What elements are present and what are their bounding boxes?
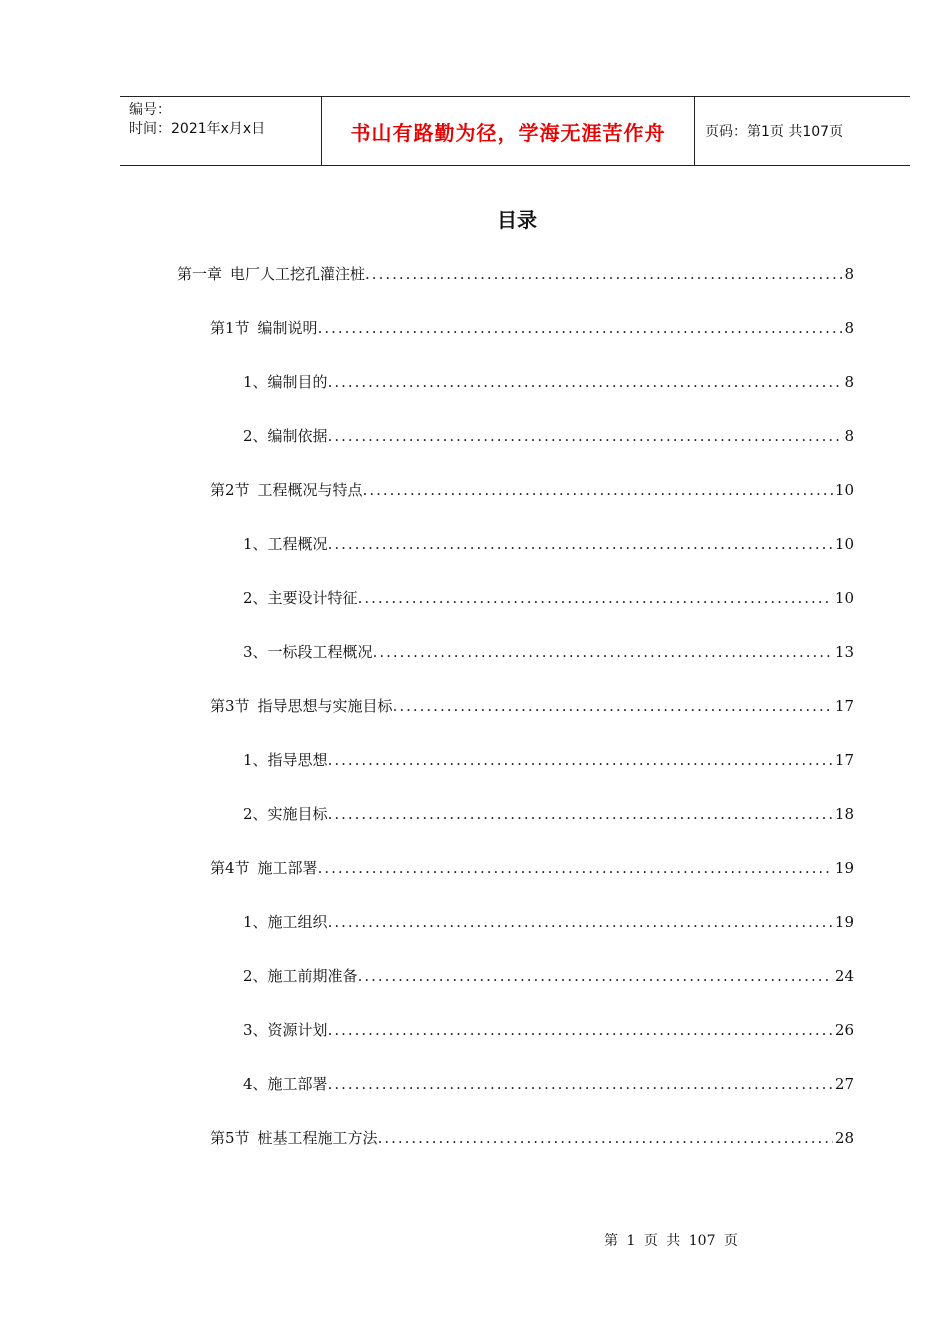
toc-entry-number: 4、 [243,1075,268,1093]
toc-entry-page: 17 [834,697,854,715]
toc-dot-leader [378,1126,833,1150]
toc-entry-page: 10 [834,535,854,553]
toc-dot-leader [358,586,833,610]
toc-dot-leader [318,316,843,340]
toc-entry-number: 第2节 [210,481,250,499]
toc-entry[interactable] [210,856,854,880]
toc-entry[interactable] [243,964,854,988]
toc-dot-leader [328,1018,833,1042]
toc-dot-leader [358,964,833,988]
toc-dot-leader [328,532,833,556]
toc-dot-leader [328,802,833,826]
header-page-number: 页码：第1页 共107页 [705,124,844,140]
toc-entry-page: 13 [834,643,854,661]
toc-entry-number: 3、 [243,643,268,661]
toc-entry-page: 8 [844,373,854,391]
toc-entry-page: 28 [834,1129,854,1147]
toc-entry-number: 2、 [243,967,268,985]
toc-entry-label: 资源计划 [267,1021,328,1039]
toc-entry-label: 编制说明 [257,319,318,337]
toc-entry-number: 2、 [243,589,268,607]
toc-dot-leader [373,640,833,664]
toc-entry[interactable] [210,478,854,502]
toc-entry-page: 24 [834,967,854,985]
toc-entry-number: 第1节 [210,319,250,337]
toc-entry-label: 指导思想与实施目标 [257,697,393,715]
toc-entry-number: 2、 [243,805,268,823]
toc-entry-number: 1、 [243,751,268,769]
toc-entry[interactable] [243,802,854,826]
header-meta [120,97,321,165]
toc-dot-leader [393,694,833,718]
toc-entry-number: 第一章 [177,265,223,283]
toc-entry[interactable] [243,370,854,394]
toc-entry[interactable] [243,640,854,664]
page-footer: 第 1 页 共 107 页 [604,1233,738,1249]
toc-entry-page: 17 [834,751,854,769]
toc-entry-number: 第3节 [210,697,250,715]
toc-entry[interactable] [243,532,854,556]
toc-entry-label: 桩基工程施工方法 [257,1129,378,1147]
toc-entry-number: 1、 [243,535,268,553]
serial-number-label: 编号： [129,102,171,118]
toc-dot-leader [328,910,833,934]
toc-entry-label: 指导思想 [267,751,328,769]
toc-entry-number: 2、 [243,427,268,445]
toc-entry-page: 19 [834,859,854,877]
toc-entry-label: 施工前期准备 [267,967,358,985]
toc-entry-label: 实施目标 [267,805,328,823]
toc-entry-page: 27 [834,1075,854,1093]
toc-entry-label: 编制依据 [267,427,328,445]
toc-entry-page: 19 [834,913,854,931]
toc-entry-page: 8 [844,319,854,337]
toc-entry-label: 工程概况与特点 [257,481,363,499]
toc-dot-leader [365,262,842,286]
toc-entry-label: 施工部署 [267,1075,328,1093]
toc-entry-page: 18 [834,805,854,823]
toc-entry-page: 8 [844,427,854,445]
toc-entry[interactable] [243,424,854,448]
toc-entry-page: 26 [834,1021,854,1039]
toc-entry-label: 工程概况 [267,535,328,553]
page-header [120,96,910,166]
toc-dot-leader [328,370,843,394]
toc-entry-page: 10 [834,589,854,607]
time-label: 时间：2021年x月x日 [129,121,266,137]
toc-entry-label: 编制目的 [267,373,328,391]
toc-entry[interactable] [243,748,854,772]
toc-entry[interactable] [243,586,854,610]
toc-entry-label: 施工组织 [267,913,328,931]
toc-entry-number: 1、 [243,373,268,391]
toc-entry[interactable] [210,1126,854,1150]
toc-entry-page: 10 [834,481,854,499]
toc-dot-leader [328,748,833,772]
toc-entry[interactable] [243,910,854,934]
toc-dot-leader [363,478,833,502]
toc-dot-leader [328,1072,833,1096]
toc-entry[interactable] [177,262,854,286]
toc-entry-label: 施工部署 [257,859,318,877]
toc-entry-label: 电厂人工挖孔灌注桩 [230,265,366,283]
toc-entry[interactable] [243,1072,854,1096]
toc-entry[interactable] [210,694,854,718]
toc-entry-number: 第5节 [210,1129,250,1147]
toc-entry[interactable] [210,316,854,340]
toc-dot-leader [318,856,833,880]
toc-entry-number: 1、 [243,913,268,931]
toc-entry-number: 第4节 [210,859,250,877]
toc-entry-label: 主要设计特征 [267,589,358,607]
toc-entry-number: 3、 [243,1021,268,1039]
toc-entry[interactable] [243,1018,854,1042]
toc-title: 目录 [497,208,537,232]
header-motto: 书山有路勤为径，学海无涯苦作舟 [321,97,695,165]
toc-dot-leader [328,424,843,448]
toc-entry-page: 8 [844,265,854,283]
toc-entry-label: 一标段工程概况 [267,643,373,661]
